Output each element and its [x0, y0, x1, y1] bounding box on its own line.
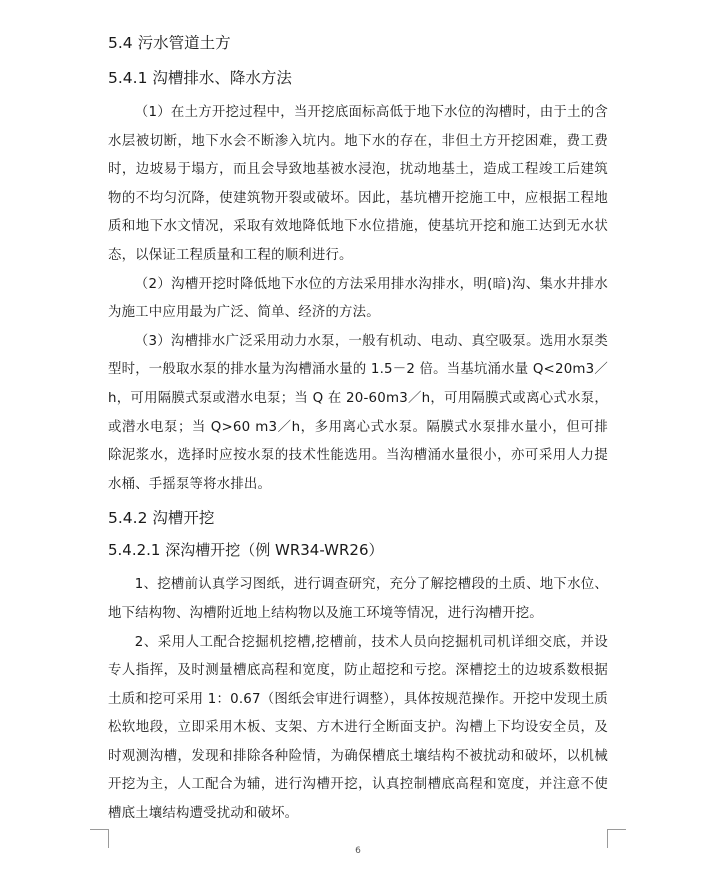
- page-content: [108, 28, 608, 829]
- page-number: 6: [355, 846, 361, 856]
- paragraph-excavation-2: 2、采用人工配合挖掘机挖槽,挖槽前，技术人员向挖掘机司机详细交底，并设专人指挥，及时测量槽底高程和宽度，防止超挖和亏挖。深槽挖土的边坡系数根据土质和挖可采用 1：0.67（图纸会审进行调整），具体按规范操作。开挖中发现土质松软地段，立即采用木板、支架、方木进行全断面支护。沟槽上下均设安全员，及时观测沟槽，发现和排除各种险情，为确保槽底土壤结构不被扰动和破坏，以机械开挖为主，人工配合为辅，进行沟槽开挖，认真控制槽底高程和宽度，并注意不使槽底土壤结构遭受扰动和破坏。: [108, 634, 608, 822]
- section-heading-5-4: 5.4 污水管道土方: [108, 34, 231, 52]
- paragraph-excavation-1: 1、挖槽前认真学习图纸，进行调查研究，充分了解挖槽段的土质、地下水位、地下结构物、沟槽附近地上结构物以及施工环境等情况，进行沟槽开挖。: [108, 577, 608, 621]
- section-heading-5-4-2: 5.4.2 沟槽开挖: [108, 509, 215, 528]
- section-heading-5-4-2-1: 5.4.2.1 深沟槽开挖（例 WR34-WR26）: [108, 541, 384, 560]
- paragraph-drainage-3: （3）沟槽排水广泛采用动力水泵，一般有机动、电动、真空吸泵。选用水泵类型时，一般取水泵的排水量为沟槽涌水量的 1.5－2 倍。当基坑涌水量 Q<20m3／h，可用隔膜式泵或潜水电泵；当 Q 在 20-60m3／h，可用隔膜式或离心式水泵，或潜水电泵；当 Q>60 m3／h，多用离心式水泵。隔膜式水泵排水量小，但可排除泥浆水，选择时应按水泵的技术性能选用。当沟槽涌水量很小，亦可采用人力提水桶、手摇泵等将水排出。: [108, 333, 608, 492]
- paragraph-drainage-1: （1）在土方开挖过程中，当开挖底面标高低于地下水位的沟槽时，由于土的含水层被切断，地下水会不断渗入坑内。地下水的存在，非但土方开挖困难，费工费时，边坡易于塌方，而且会导致地基被水浸泡，扰动地基土，造成工程竣工后建筑物的不均匀沉降，使建筑物开裂或破坏。因此，基坑槽开挖施工中，应根据工程地质和地下水文情况，采取有效地降低地下水位措施，使基坑开挖和施工达到无水状态，以保证工程质量和工程的顺利进行。: [108, 105, 608, 263]
- paragraph-drainage-2: （2）沟槽开挖时降低地下水位的方法采用排水沟排水，明(暗)沟、集水井排水为施工中应用最为广泛、简单、经济的方法。: [108, 276, 608, 321]
- section-heading-5-4-1: 5.4.1 沟槽排水、降水方法: [108, 69, 292, 87]
